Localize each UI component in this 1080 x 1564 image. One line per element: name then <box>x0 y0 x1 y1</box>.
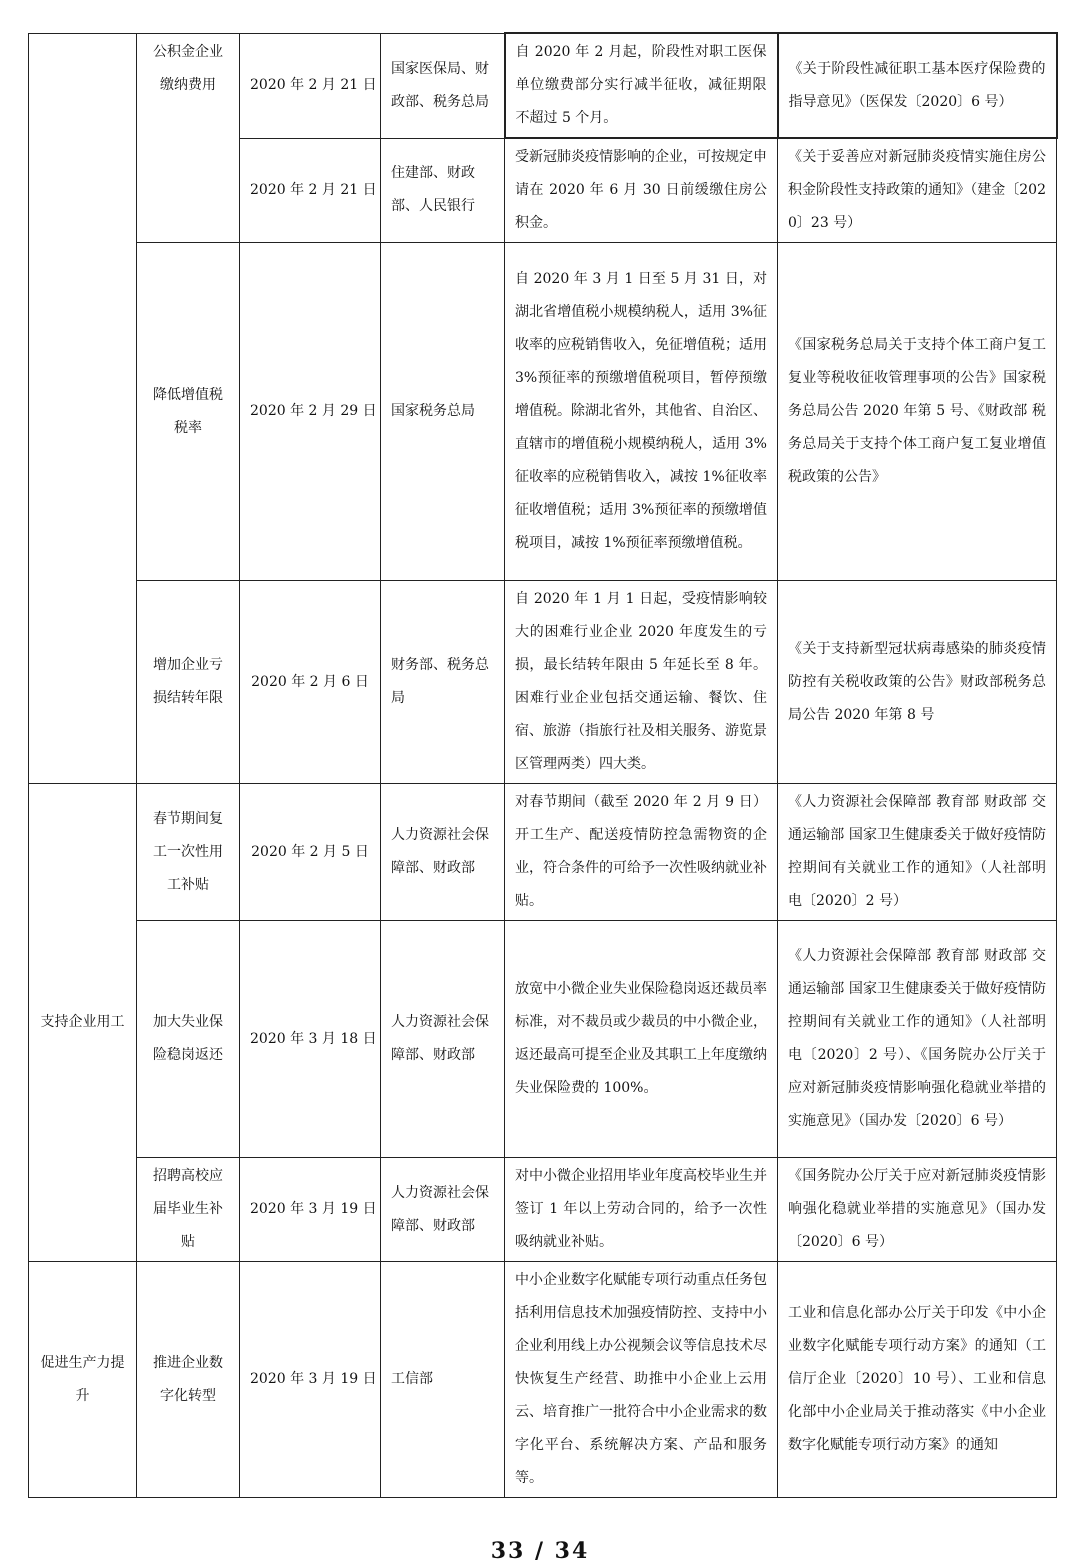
table-row <box>29 1158 1057 1262</box>
item-cell: 增加企业亏损结转年限 <box>137 581 240 784</box>
department-cell: 国家税务总局 <box>381 243 505 581</box>
document-cell: 《人力资源社会保障部 教育部 财政部 交通运输部 国家卫生健康委关于做好疫情防控期间有关就业工作的通知》（人社部明电〔2020〕2 号） <box>778 784 1057 921</box>
item-cell: 推进企业数字化转型 <box>137 1262 240 1498</box>
item-cell: 公积金企业缴纳费用 <box>137 33 240 243</box>
date-cell: 2020 年 2 月 6 日 <box>240 581 381 784</box>
department-cell: 工信部 <box>381 1262 505 1498</box>
date-cell: 2020 年 3 月 18 日 <box>240 921 381 1158</box>
date-cell: 2020 年 2 月 5 日 <box>240 784 381 921</box>
page-number: 33 / 34 <box>490 1538 590 1564</box>
department-cell: 国家医保局、财政部、税务总局 <box>381 33 505 138</box>
document-cell: 《关于阶段性减征职工基本医疗保险费的指导意见》（医保发〔2020〕6 号） <box>778 33 1057 138</box>
department-cell: 人力资源社会保障部、财政部 <box>381 921 505 1158</box>
content-cell: 受新冠肺炎疫情影响的企业，可按规定申请在 2020 年 6 月 30 日前缓缴住房公积金。 <box>505 138 778 243</box>
item-cell: 招聘高校应届毕业生补贴 <box>137 1158 240 1262</box>
table-row <box>29 581 1057 784</box>
category-cell <box>29 33 137 784</box>
document-cell: 《人力资源社会保障部 教育部 财政部 交通运输部 国家卫生健康委关于做好疫情防控期间有关就业工作的通知》（人社部明电〔2020〕2 号）、《国务院办公厅关于应对新冠肺炎疫情影响强化稳就业举措的实施意见》（国办发〔2020〕6 号） <box>778 921 1057 1158</box>
date-cell: 2020 年 2 月 21 日 <box>240 138 381 243</box>
document-cell: 《关于支持新型冠状病毒感染的肺炎疫情防控有关税收政策的公告》财政部税务总局公告 2020 年第 8 号 <box>778 581 1057 784</box>
item-cell: 降低增值税税率 <box>137 243 240 581</box>
table-row <box>29 921 1057 1158</box>
category-cell: 促进生产力提升 <box>29 1262 137 1498</box>
content-cell: 自 2020 年 1 月 1 日起，受疫情影响较大的困难行业企业 2020 年度发生的亏损，最长结转年限由 5 年延长至 8 年。困难行业企业包括交通运输、餐饮、住宿、旅游（指旅行社及相关服务、游览景区管理两类）四大类。 <box>505 581 778 784</box>
document-cell: 《国家税务总局关于支持个体工商户复工复业等税收征收管理事项的公告》国家税务总局公告 2020 年第 5 号、《财政部 税务总局关于支持个体工商户复工复业增值税政策的公告》 <box>778 243 1057 581</box>
date-cell: 2020 年 2 月 29 日 <box>240 243 381 581</box>
content-cell: 对中小微企业招用毕业年度高校毕业生并签订 1 年以上劳动合同的，给予一次性吸纳就业补贴。 <box>505 1158 778 1262</box>
content-cell: 中小企业数字化赋能专项行动重点任务包括利用信息技术加强疫情防控、支持中小企业利用线上办公视频会议等信息技术尽快恢复生产经营、助推中小企业上云用云、培育推广一批符合中小企业需求的数字化平台、系统解决方案、产品和服务等。 <box>505 1262 778 1498</box>
content-cell: 自 2020 年 3 月 1 日至 5 月 31 日，对湖北省增值税小规模纳税人，适用 3%征收率的应税销售收入，免征增值税；适用 3%预征率的预缴增值税项目，暂停预缴增值税。除湖北省外，其他省、自治区、直辖市的增值税小规模纳税人，适用 3%征收率的应税销售收入，减按 1%征收率征收增值税；适用 3%预征率的预缴增值税项目，减按 1%预征率预缴增值税。 <box>505 243 778 581</box>
date-cell: 2020 年 2 月 21 日 <box>240 33 381 138</box>
department-cell: 人力资源社会保障部、财政部 <box>381 1158 505 1262</box>
content-cell: 对春节期间（截至 2020 年 2 月 9 日）开工生产、配送疫情防控急需物资的企业，符合条件的可给予一次性吸纳就业补贴。 <box>505 784 778 921</box>
table-row <box>29 243 1057 581</box>
content-cell: 自 2020 年 2 月起，阶段性对职工医保单位缴费部分实行减半征收，减征期限不超过 5 个月。 <box>505 33 778 138</box>
table-row <box>29 33 1057 138</box>
department-cell: 住建部、财政部、人民银行 <box>381 138 505 243</box>
date-cell: 2020 年 3 月 19 日 <box>240 1262 381 1498</box>
table-row <box>29 784 1057 921</box>
document-cell: 工业和信息化部办公厅关于印发《中小企业数字化赋能专项行动方案》的通知（工信厅企业〔2020〕10 号）、工业和信息化部中小企业局关于推动落实《中小企业数字化赋能专项行动方案》的通知 <box>778 1262 1057 1498</box>
department-cell: 人力资源社会保障部、财政部 <box>381 784 505 921</box>
item-cell: 加大失业保险稳岗返还 <box>137 921 240 1158</box>
policy-table <box>28 32 1058 1498</box>
date-cell: 2020 年 3 月 19 日 <box>240 1158 381 1262</box>
content-cell: 放宽中小微企业失业保险稳岗返还裁员率标准，对不裁员或少裁员的中小微企业，返还最高可提至企业及其职工上年度缴纳失业保险费的 100%。 <box>505 921 778 1158</box>
item-cell: 春节期间复工一次性用工补贴 <box>137 784 240 921</box>
table-row <box>29 1262 1057 1498</box>
document-cell: 《国务院办公厅关于应对新冠肺炎疫情影响强化稳就业举措的实施意见》（国办发〔2020〕6 号） <box>778 1158 1057 1262</box>
category-cell: 支持企业用工 <box>29 784 137 1262</box>
document-cell: 《关于妥善应对新冠肺炎疫情实施住房公积金阶段性支持政策的通知》（建金〔2020〕23 号） <box>778 138 1057 243</box>
department-cell: 财务部、税务总局 <box>381 581 505 784</box>
